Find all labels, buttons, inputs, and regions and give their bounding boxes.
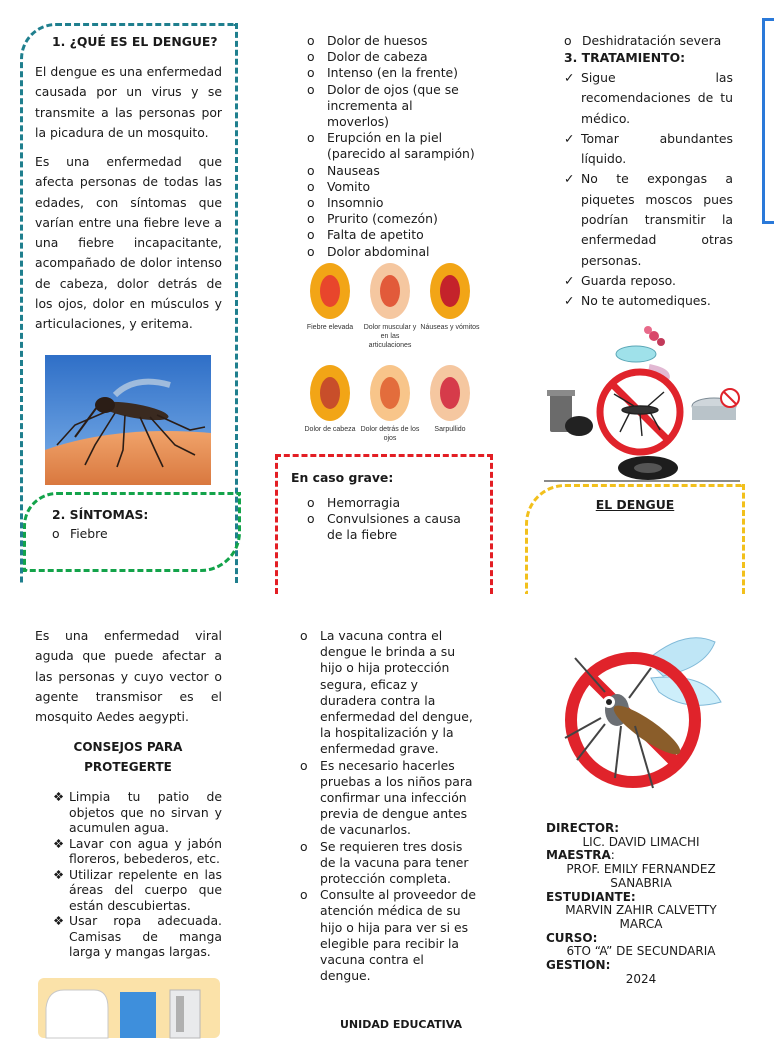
bullet-icon: o bbox=[307, 227, 315, 243]
dengue-intro-paragraph: Es una enfermedad viral aguda que puede afectar a las personas y cuyo vector o agente transmisor es el mosquito Aedes aegypti. bbox=[35, 628, 222, 725]
school-name-cut: UNIDAD EDUCATIVA bbox=[340, 1018, 463, 1031]
treatment-item: ✓ Guarda reposo. bbox=[564, 271, 733, 291]
vaccine-item: o Consulte al proveedor de atención médica de su hijo o hija para ver si es elegible para recibir la vacuna contra el dengue. bbox=[300, 887, 477, 984]
symptom-item: o Nauseas bbox=[307, 162, 380, 178]
bullet-icon: ❖ bbox=[53, 866, 65, 882]
symptom-illustration-icon bbox=[310, 365, 350, 421]
symptom-item: o Dolor de cabeza bbox=[307, 49, 428, 65]
bullet-icon: ❖ bbox=[53, 913, 65, 928]
symptom-item: o Vomito bbox=[307, 178, 371, 194]
circle-bullet-icon: o bbox=[564, 33, 572, 48]
bullet-icon: o bbox=[307, 130, 315, 146]
circle-bullet-icon: o bbox=[52, 526, 60, 541]
symptom-icon-tile: Sarpullido bbox=[420, 365, 480, 434]
what-is-paragraph-1: El dengue es una enfermedad causada por un virus y se transmite a las personas por la picadura de un mosquito. bbox=[35, 64, 222, 140]
symptom-icon-tile: Fiebre elevada bbox=[300, 263, 360, 332]
blue-frame bbox=[762, 18, 774, 224]
teacher-value: PROF. EMILY FERNANDEZ SANABRIA bbox=[566, 862, 716, 890]
vaccine-item: o Es necesario hacerles pruebas a los niños para confirmar una infección previa de dengue antes de vacunarlos. bbox=[300, 757, 473, 838]
symptom-illustration-icon bbox=[430, 365, 470, 421]
credits-block: DIRECTOR: LIC. DAVID LIMACHI MAESTRA: PROF. EMILY FERNANDEZ SANABRIA ESTUDIANTE: MARVIN ZAHIR CALVETTY MARCA CURSO: 6TO “A” DE SECUNDARIA GESTION: 2024 bbox=[546, 822, 736, 986]
advice-item: ❖ Usar ropa adecuada. Camisas de manga larga y mangas largas. bbox=[53, 913, 222, 959]
bullet-icon: ✓ bbox=[564, 293, 575, 309]
bullet-icon: ✓ bbox=[564, 70, 575, 85]
symptoms-icon-grid bbox=[300, 253, 484, 449]
student-value: MARVIN ZAHIR CALVETTY MARCA bbox=[565, 903, 717, 931]
symptom-illustration-icon bbox=[430, 263, 470, 319]
treatment-item: ✓ Tomar abundantes líquido. bbox=[564, 130, 733, 167]
severe-case-list bbox=[307, 495, 477, 544]
gestion-value: 2024 bbox=[625, 971, 657, 986]
cover-title: EL DENGUE bbox=[595, 497, 675, 512]
symptom-illustration-icon bbox=[370, 263, 410, 319]
gestion-label: GESTION: bbox=[546, 958, 611, 973]
severe-item: o Convulsiones a causa de la fiebre bbox=[307, 511, 461, 543]
treatment-item: ✓ No te expongas a piquetes moscos pues podrían transmitir la enfermedad otras personas. bbox=[564, 171, 733, 268]
bullet-icon: o bbox=[307, 33, 315, 48]
bullet-icon: o bbox=[300, 838, 308, 854]
advice-list bbox=[53, 789, 222, 960]
treatment-item: ✓ No te automediques. bbox=[564, 291, 733, 311]
bullet-icon: o bbox=[307, 81, 315, 97]
symptom-illustration-icon bbox=[310, 263, 350, 319]
bullet-icon: o bbox=[300, 757, 308, 773]
bullet-icon: o bbox=[307, 211, 315, 227]
vaccine-item: o Se requieren tres dosis de la vacuna para tener protección completa. bbox=[300, 838, 469, 887]
symptom-icon-tile: Dolor de cabeza bbox=[300, 365, 360, 434]
vaccine-list bbox=[300, 628, 477, 984]
symptom-icon-tile: Náuseas y vómitos bbox=[420, 263, 480, 332]
no-mosquito-sign bbox=[555, 628, 725, 806]
treatment-list bbox=[564, 68, 733, 312]
bullet-icon: o bbox=[307, 511, 315, 527]
symptom-illustration-icon bbox=[370, 365, 410, 421]
section-title-treatment: 3. TRATAMIENTO: bbox=[564, 50, 686, 65]
bullet-icon: ❖ bbox=[53, 835, 65, 851]
bullet-icon: o bbox=[300, 628, 308, 643]
bullet-icon: o bbox=[307, 178, 315, 194]
vaccine-item: o La vacuna contra el dengue le brinda a su hijo o hija protección segura, eficaz y duradera contra la enfermedad del dengue, la hospitalización y la enfermedad grave. bbox=[300, 628, 473, 757]
symptom-item: o Prurito (comezón) bbox=[307, 211, 438, 227]
what-is-paragraph-2: Es una enfermedad que afecta personas de todas las edades, con síntomas que varían entre una fiebre leve a una fiebre incapacitante, acompañado de dolor intenso de cabeza, dolor detrás de los ojos, dolor en músculos y articulaciones, y eritema. bbox=[35, 154, 222, 332]
symptom-item: o Dolor de ojos (que se incrementa al moverlos) bbox=[307, 81, 459, 130]
symptom-item: o Falta de apetito bbox=[307, 227, 424, 243]
section-title-what-is: 1. ¿QUÉ ES EL DENGUE? bbox=[52, 34, 218, 49]
symptom-item: o Erupción en la piel (parecido al sarampión) bbox=[307, 130, 475, 162]
advice-title: CONSEJOS PARA PROTEGERTE bbox=[73, 740, 183, 774]
symptom-item: o Dolor de huesos bbox=[307, 33, 428, 48]
director-value: LIC. DAVID LIMACHI bbox=[582, 834, 700, 849]
advice-item: ❖ Utilizar repelente en las áreas del cuerpo que están descubiertas. bbox=[53, 866, 222, 913]
prevention-illustration bbox=[544, 322, 740, 484]
bullet-icon: o bbox=[307, 195, 315, 211]
bullet-icon: o bbox=[307, 495, 315, 510]
bullet-icon: o bbox=[307, 65, 315, 81]
bullet-icon: o bbox=[307, 162, 315, 178]
severe-item: o Hemorragia bbox=[307, 495, 401, 510]
bullet-icon: ❖ bbox=[53, 789, 65, 804]
bullet-icon: o bbox=[307, 49, 315, 65]
symptom-item: o Intenso (en la frente) bbox=[307, 65, 459, 81]
mosquito-photo bbox=[45, 355, 211, 485]
director-label: DIRECTOR: bbox=[546, 821, 620, 835]
symptom-list bbox=[307, 33, 477, 260]
course-value: 6TO “A” DE SECUNDARIA bbox=[566, 944, 716, 959]
hygiene-illustration bbox=[38, 978, 220, 1024]
student-label: ESTUDIANTE: bbox=[546, 889, 636, 904]
symptom-icon-tile: Dolor muscular y en las articulaciones bbox=[360, 263, 420, 350]
bullet-icon: ✓ bbox=[564, 171, 575, 187]
bullet-icon: o bbox=[300, 887, 308, 903]
advice-item: ❖ Limpia tu patio de objetos que no sirvan y acumulen agua. bbox=[53, 789, 222, 835]
treatment-item: ✓ Sigue las recomendaciones de tu médico. bbox=[564, 70, 733, 126]
section-title-symptoms: 2. SÍNTOMAS: bbox=[52, 507, 149, 522]
symptom-icon-tile: Dolor detrás de los ojos bbox=[360, 365, 420, 443]
advice-item: ❖ Lavar con agua y jabón floreros, bebederos, etc. bbox=[53, 835, 222, 866]
severe-case-title: En caso grave: bbox=[291, 470, 394, 485]
teacher-label: MAESTRA bbox=[546, 848, 611, 863]
symptom-item: o Insomnio bbox=[307, 195, 384, 211]
symptom-item: o Dolor abdominal bbox=[307, 243, 430, 259]
course-label: CURSO: bbox=[546, 930, 598, 945]
bullet-icon: ✓ bbox=[564, 272, 575, 288]
bullet-icon: o bbox=[307, 243, 315, 259]
bullet-icon: ✓ bbox=[564, 130, 575, 146]
